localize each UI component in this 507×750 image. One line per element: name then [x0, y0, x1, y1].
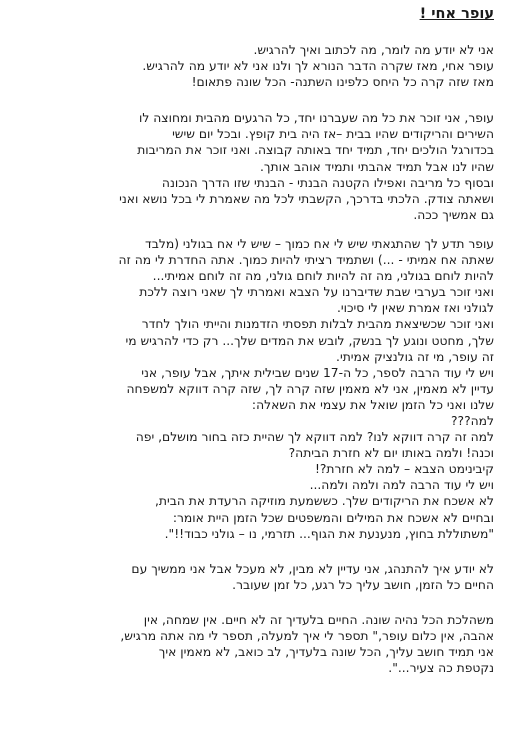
text-line: שהיו לנו אבל תמיד אהבתי ותמיד אוהב אותך.: [259, 159, 494, 174]
text-line: עדיין לא מאמין, אני לא מאמין שזה קרה לך, שזה קרה דווקא למשפחה: [126, 381, 494, 396]
text-line: ובחיים לא אשכח את המילים והמשפטים שכל הזמן היית אומר:: [172, 510, 494, 525]
text-line: ואני זוכר בערבי שבת שדיברנו על הצבא ואמרתי לך שאני רוצה ללכת: [139, 285, 494, 300]
text-line: עופר תדע לך שהתגאתי שיש לי אח כמוך – שיש לי אח בגולני (מלבד: [145, 236, 494, 251]
text-line: "משתוללת בחוץ, מנענעת את הגוף... תזרמי, נו – גולני כבוד!!".: [164, 526, 494, 541]
text-line: וכנה! ולמה באותו יום לא חזרת הביתה?: [288, 446, 494, 461]
text-line: ושאתה צודק. הלכתי בדרכך, הקשבתי לכל מה שאמרת לי בכל נושא ואני: [119, 191, 494, 206]
text-line: ויש לי עוד הרבה למה ולמה ולמה...: [309, 478, 494, 493]
text-line: ויש לי עוד הרבה לספר, כל ה-17 שנים שבילית איתך, אבל עופר, אני: [141, 365, 494, 380]
text-line: לא יודע איך להתנהג, אני עדיין לא מבין, לא מעכל אבל אני ממשיך עם: [131, 561, 494, 576]
paragraph-1: [22, 42, 494, 90]
text-line: שאתה אח אמיתי - ...) ושתמיד רציתי להיות כמוך. אתה החדרת לי מה זה: [118, 253, 494, 268]
text-line: אני תמיד חושב עליך, הכל שונה בלעדיך, לב כואב, לא מאמין איך: [158, 645, 494, 660]
text-line: להיות לוחם בגולני, מה זה להיות לוחם גולני, מה זה לוחם אמיתי...: [152, 269, 494, 284]
paragraph-3: [22, 236, 494, 542]
text-line: לגולני ואז אמרת שאין לי סיכוי.: [336, 301, 494, 316]
text-line: עופר, אני זוכר את כל מה שעברנו יחד, כל הרגעים מהבית ומחוצה לו: [139, 111, 494, 126]
text-line: לא אשכח את הריקודים שלך. כששמעת מוזיקה הרעדת את הבית,: [155, 494, 494, 509]
letter-page: [22, 4, 494, 746]
text-line: החיים כל הזמן, חושב עליך כל רגע, כל זמן שעובר.: [232, 577, 494, 592]
text-line: גם אמשיך ככה.: [413, 207, 494, 222]
paragraph-2: [22, 110, 494, 223]
text-line: אהבה, אין כלום עופר," תספר לי איך למעלה, תספר לי מה אתה מרגיש,: [120, 629, 494, 643]
text-line: מאז שזה קרה כל היחס כלפינו השתנה- הכל שונה פתאום!: [191, 75, 494, 90]
text-line: זה עופר, מי זה גולנציק אמיתי.: [336, 349, 494, 364]
text-line: נקטפת כה צעיר...".: [388, 661, 494, 676]
text-line: אני לא יודע מה לומר, מה לכתוב ואיך להרגיש.: [253, 43, 494, 57]
text-line: בכדורגל הולכים יחד, תמיד יחד באותה קבוצה. ואני זוכר את המריבות: [137, 143, 494, 158]
text-line: למה???: [451, 413, 494, 428]
text-line: השירים והריקודים שהיו בבית –אז היה בית קופץ. ובכל יום שישי: [172, 127, 494, 142]
text-line: שלנו ואני כל הזמן שואל את עצמי את השאלה:: [251, 397, 494, 412]
paragraph-5: [22, 612, 494, 676]
text-line: ובסוף כל מריבה ואפילו הקטנה הבנתי - הבנתי שזו הדרך הנכונה: [161, 175, 494, 190]
text-line: ואני זוכר שכשיצאת מהבית לבלות תפסתי הזדמנות והייתי הולך לחדר: [141, 317, 494, 332]
text-line: קיבינימט הצבא – למה לא חזרת?!: [314, 462, 494, 477]
text-line: עופר אחי, מאז שקרה הדבר הנורא לך ולנו אני לא יודע מה להרגיש.: [142, 59, 494, 74]
text-line: שלך, מחטט ונוגע לך בנשק, לובש את המדים שלך... רק כדי להרגיש מי: [125, 333, 494, 348]
paragraph-4: [22, 561, 494, 593]
letter-title: עופר אחי !: [419, 6, 494, 22]
text-line: למה זה קרה דווקא לנו? למה דווקא לך שהיית כזה בחור מושלם, יפה: [135, 430, 494, 445]
text-line: משהלכת הכל נהיה שונה. החיים בלעדיך זה לא חיים. אין שמחה, אין: [143, 612, 494, 627]
